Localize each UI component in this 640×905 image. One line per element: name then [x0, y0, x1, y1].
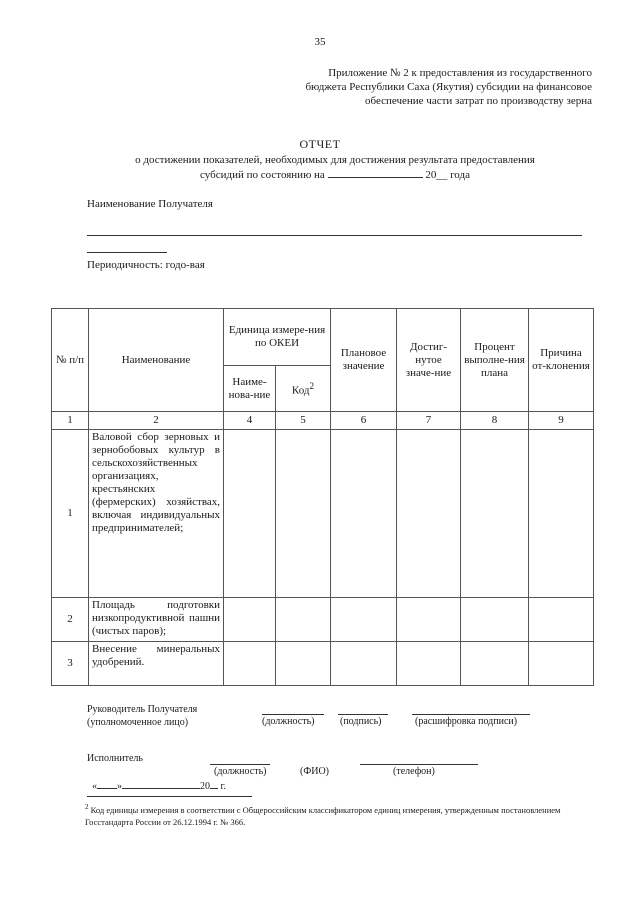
subtitle-prefix: субсидий по состоянию на	[200, 169, 325, 181]
periodicity: Периодичность: годо-вая	[87, 259, 205, 271]
date-day-blank	[97, 778, 117, 789]
recipient-blank-line-2	[87, 252, 167, 253]
appendix-line: бюджета Республики Саха (Якутия) субсидии на финансовое	[305, 81, 592, 93]
date-month-blank	[122, 778, 200, 789]
appendix-header	[200, 66, 592, 108]
cell-unit-name	[224, 642, 276, 686]
header-percent: Процент выполне-ния плана	[461, 309, 529, 412]
exec-position-caption: (должность)	[214, 766, 267, 777]
cell-unit-name	[224, 430, 276, 598]
cell-plan	[331, 598, 397, 642]
table-row	[52, 642, 594, 686]
cell-achieved	[397, 598, 461, 642]
exec-position-line	[210, 764, 270, 765]
header-name: Наименование	[89, 309, 224, 412]
header-reason: Причина от-клонения	[529, 309, 594, 412]
col-number: 1	[52, 412, 89, 430]
col-number: 7	[397, 412, 461, 430]
subtitle-line: о достижении показателей, необходимых для достижения результата предоставления	[135, 154, 535, 166]
cell-code	[276, 598, 331, 642]
cell-plan	[331, 430, 397, 598]
report-table	[51, 308, 594, 686]
phone-caption: (телефон)	[393, 766, 435, 777]
decoding-caption: (расшифровка подписи)	[415, 716, 518, 727]
header-num: № п/п	[52, 309, 89, 412]
cell-reason	[529, 598, 594, 642]
header-achieved: Достиг-нутое значе-ние	[397, 309, 461, 412]
footnote-text: Код единицы измерения в соответствии с Общероссийским классификатором единиц измерения, утвержденным постановлением Госстандарта России от 26.12.1994 г. № 366.	[85, 804, 561, 827]
sign-caption: (подпись)	[340, 716, 382, 727]
head-signature-label	[87, 703, 197, 729]
row-name: Площадь подготовки низкопродуктивной пашни (чистых паров);	[89, 598, 224, 642]
footnote-ref: 2	[309, 380, 315, 391]
col-number: 8	[461, 412, 529, 430]
date-close-quote: »	[117, 781, 122, 792]
col-number: 5	[276, 412, 331, 430]
cell-achieved	[397, 642, 461, 686]
position-caption: (должность)	[262, 716, 315, 727]
table-row	[52, 598, 594, 642]
date-year: 20	[200, 781, 210, 792]
date-year-blank	[210, 778, 218, 789]
footnote-mark: 2	[85, 803, 89, 811]
decoding-line	[412, 714, 530, 715]
executor-label: Исполнитель	[87, 753, 143, 764]
row-name: Валовой сбор зерновых и зернобобовых культур в сельскохозяйственных организациях, крестьянских (фермерских) хозяйствах, включая индивидуальных предпринимателей;	[89, 430, 224, 598]
appendix-line: обеспечение части затрат по производству зерна	[365, 95, 592, 107]
position-line	[262, 714, 324, 715]
col-number: 6	[331, 412, 397, 430]
header-unit: Единица измере-ния по ОКЕИ	[224, 309, 331, 366]
footnote-separator	[87, 796, 252, 797]
row-number: 2	[52, 598, 89, 642]
appendix-line: Приложение № 2 к предоставления из государственного	[328, 67, 592, 79]
cell-percent	[461, 598, 529, 642]
date-blank	[328, 167, 423, 178]
report-title: ОТЧЕТ	[299, 137, 341, 151]
header-unit-name: Наиме-нова-ние	[224, 366, 276, 412]
cell-reason	[529, 430, 594, 598]
head-line: Руководитель Получателя	[87, 704, 198, 715]
table-row	[52, 430, 594, 598]
header-code-text: Код	[291, 384, 310, 397]
date-suffix: г.	[220, 781, 226, 792]
date-line	[92, 778, 292, 792]
fio-caption: (ФИО)	[300, 766, 330, 777]
phone-line	[360, 764, 478, 765]
sign-line	[338, 714, 388, 715]
page-number: 35	[314, 36, 326, 48]
subtitle-date-line	[90, 167, 580, 182]
report-subtitle	[90, 153, 580, 182]
row-number: 1	[52, 430, 89, 598]
cell-percent	[461, 642, 529, 686]
subtitle-year: 20__ года	[425, 169, 470, 181]
header-code	[276, 366, 331, 412]
row-number: 3	[52, 642, 89, 686]
head-line: (уполномоченное лицо)	[87, 717, 189, 728]
header-plan: Плановое значение	[331, 309, 397, 412]
cell-achieved	[397, 430, 461, 598]
row-name: Внесение минеральных удобрений.	[89, 642, 224, 686]
cell-unit-name	[224, 598, 276, 642]
cell-code	[276, 430, 331, 598]
cell-code	[276, 642, 331, 686]
cell-plan	[331, 642, 397, 686]
col-number: 2	[89, 412, 224, 430]
col-number: 4	[224, 412, 276, 430]
cell-percent	[461, 430, 529, 598]
footnote	[85, 801, 595, 828]
cell-reason	[529, 642, 594, 686]
col-number: 9	[529, 412, 594, 430]
recipient-label: Наименование Получателя	[87, 198, 213, 210]
date-open-quote: «	[92, 781, 97, 792]
recipient-blank-line	[87, 235, 582, 236]
